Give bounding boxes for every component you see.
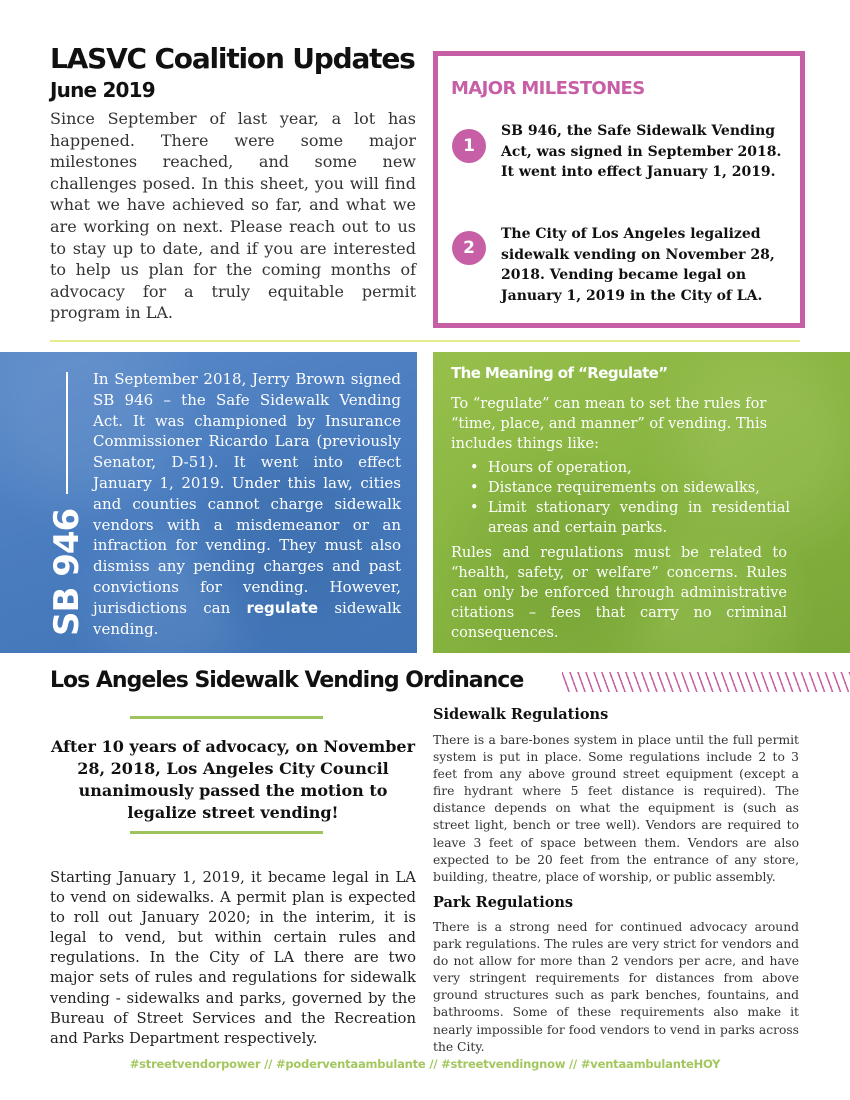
lead-top-rule bbox=[130, 716, 323, 719]
milestone-2-text: The City of Los Angeles legalized sidewalk vending on November 28, 2018. Vending became legal on January 1, 2019 in the City of LA. bbox=[501, 226, 775, 304]
ordinance-heading: Los Angeles Sidewalk Vending Ordinance bbox=[50, 668, 524, 693]
regulate-panel-title: The Meaning of “Regulate” bbox=[451, 364, 668, 382]
page-subtitle-date: June 2019 bbox=[50, 78, 155, 102]
page-title: LASVC Coalition Updates bbox=[50, 42, 415, 75]
ordinance-lead-statement: After 10 years of advocacy, on November 28, 2018, Los Angeles City Council unanimously passed the motion to legalize street vending! bbox=[50, 737, 416, 822]
sb946-vertical-rule bbox=[66, 372, 68, 494]
decorative-hatch-pattern bbox=[562, 672, 850, 692]
footer-hashtags: #streetvendorpower // #poderventaambulante // #streetvendingnow // #ventaambulanteHOY bbox=[129, 1057, 721, 1071]
milestones-heading: MAJOR MILESTONES bbox=[451, 78, 645, 99]
regulate-outro: Rules and regulations must be related to “health, safety, or welfare” concerns. Rules can only be enforced through administrative citations – fees that carry no criminal consequences. bbox=[451, 545, 787, 641]
sb946-vertical-label: SB 946 bbox=[47, 508, 87, 636]
sb946-paragraph: In September 2018, Jerry Brown signed SB 946 – the Safe Sidewalk Vending Act. It was championed by Insurance Commissioner Ricardo Lara (previously Senator, D-51). It went into effect January 1, 2019. Under this law, cities and counties cannot charge sidewalk vendors with a misdemeanor or an infraction for vending. They must also dismiss any pending charges and past convictions for vending. However, jurisdictions can regulate sidewalk vending. bbox=[93, 370, 401, 638]
list-item: • Distance requirements on sidewalks, bbox=[470, 478, 790, 498]
regulate-bullet-list bbox=[470, 458, 790, 538]
milestone-1-number-badge: 1 bbox=[452, 129, 486, 163]
park-regulations-text: There is a strong need for continued advocacy around park regulations. The rules are very strict for vendors and do not allow for more than 2 vendors per acre, and have very stringent requirements for distances from above ground structures such as park benches, fountains, and bathrooms. Some of these requirements also make it nearly impossible for food vendors to vend in parks across the City. bbox=[433, 920, 799, 1054]
ordinance-body-paragraph: Starting January 1, 2019, it became legal in LA to vend on sidewalks. A permit plan is expected to roll out January 2020; in the interim, it is legal to vend, but within certain rules and regulations. In the City of LA there are two major sets of rules and regulations for sidewalk vending - sidewalks and parks, governed by the Bureau of Street Services and the Recreation and Parks Department respectively. bbox=[50, 869, 416, 1047]
park-regulations-heading: Park Regulations bbox=[433, 894, 574, 911]
list-item: • Hours of operation, bbox=[470, 458, 790, 478]
intro-paragraph: Since September of last year, a lot has happened. There were some major milestones reached, and some new challenges posed. In this sheet, you will find what we have achieved so far, and what we are working on next. Please reach out to us to stay up to date, and if you are interested to help us plan for the coming months of advocacy for a truly equitable permit program in LA. bbox=[50, 109, 416, 323]
sb946-regulate-emphasis: regulate bbox=[246, 598, 319, 617]
milestone-1-text: SB 946, the Safe Sidewalk Vending Act, was signed in September 2018. It went into effect January 1, 2019. bbox=[501, 123, 782, 181]
regulate-intro: To “regulate” can mean to set the rules for “time, place, and manner” of vending. This includes things like: bbox=[451, 396, 768, 452]
list-item: • Limit stationary vending in residential areas and certain parks. bbox=[470, 498, 790, 538]
section-divider bbox=[50, 340, 800, 342]
sidewalk-regulations-heading: Sidewalk Regulations bbox=[433, 706, 609, 723]
sidewalk-regulations-text: There is a bare-bones system in place until the full permit system is put in place. Some regulations include 2 to 3 feet from any above ground street equipment (except a fire hydrant where 5 feet distance is required). The distance depends on what the equipment is (such as street light, bench or tree well). Vendors are required to leave 3 feet of space between them. Vendors are also expected to be 20 feet from the entrance of any store, building, theatre, place of worship, or public assembly. bbox=[433, 733, 799, 884]
lead-bottom-rule bbox=[130, 831, 323, 834]
milestone-2-number-badge: 2 bbox=[452, 231, 486, 265]
